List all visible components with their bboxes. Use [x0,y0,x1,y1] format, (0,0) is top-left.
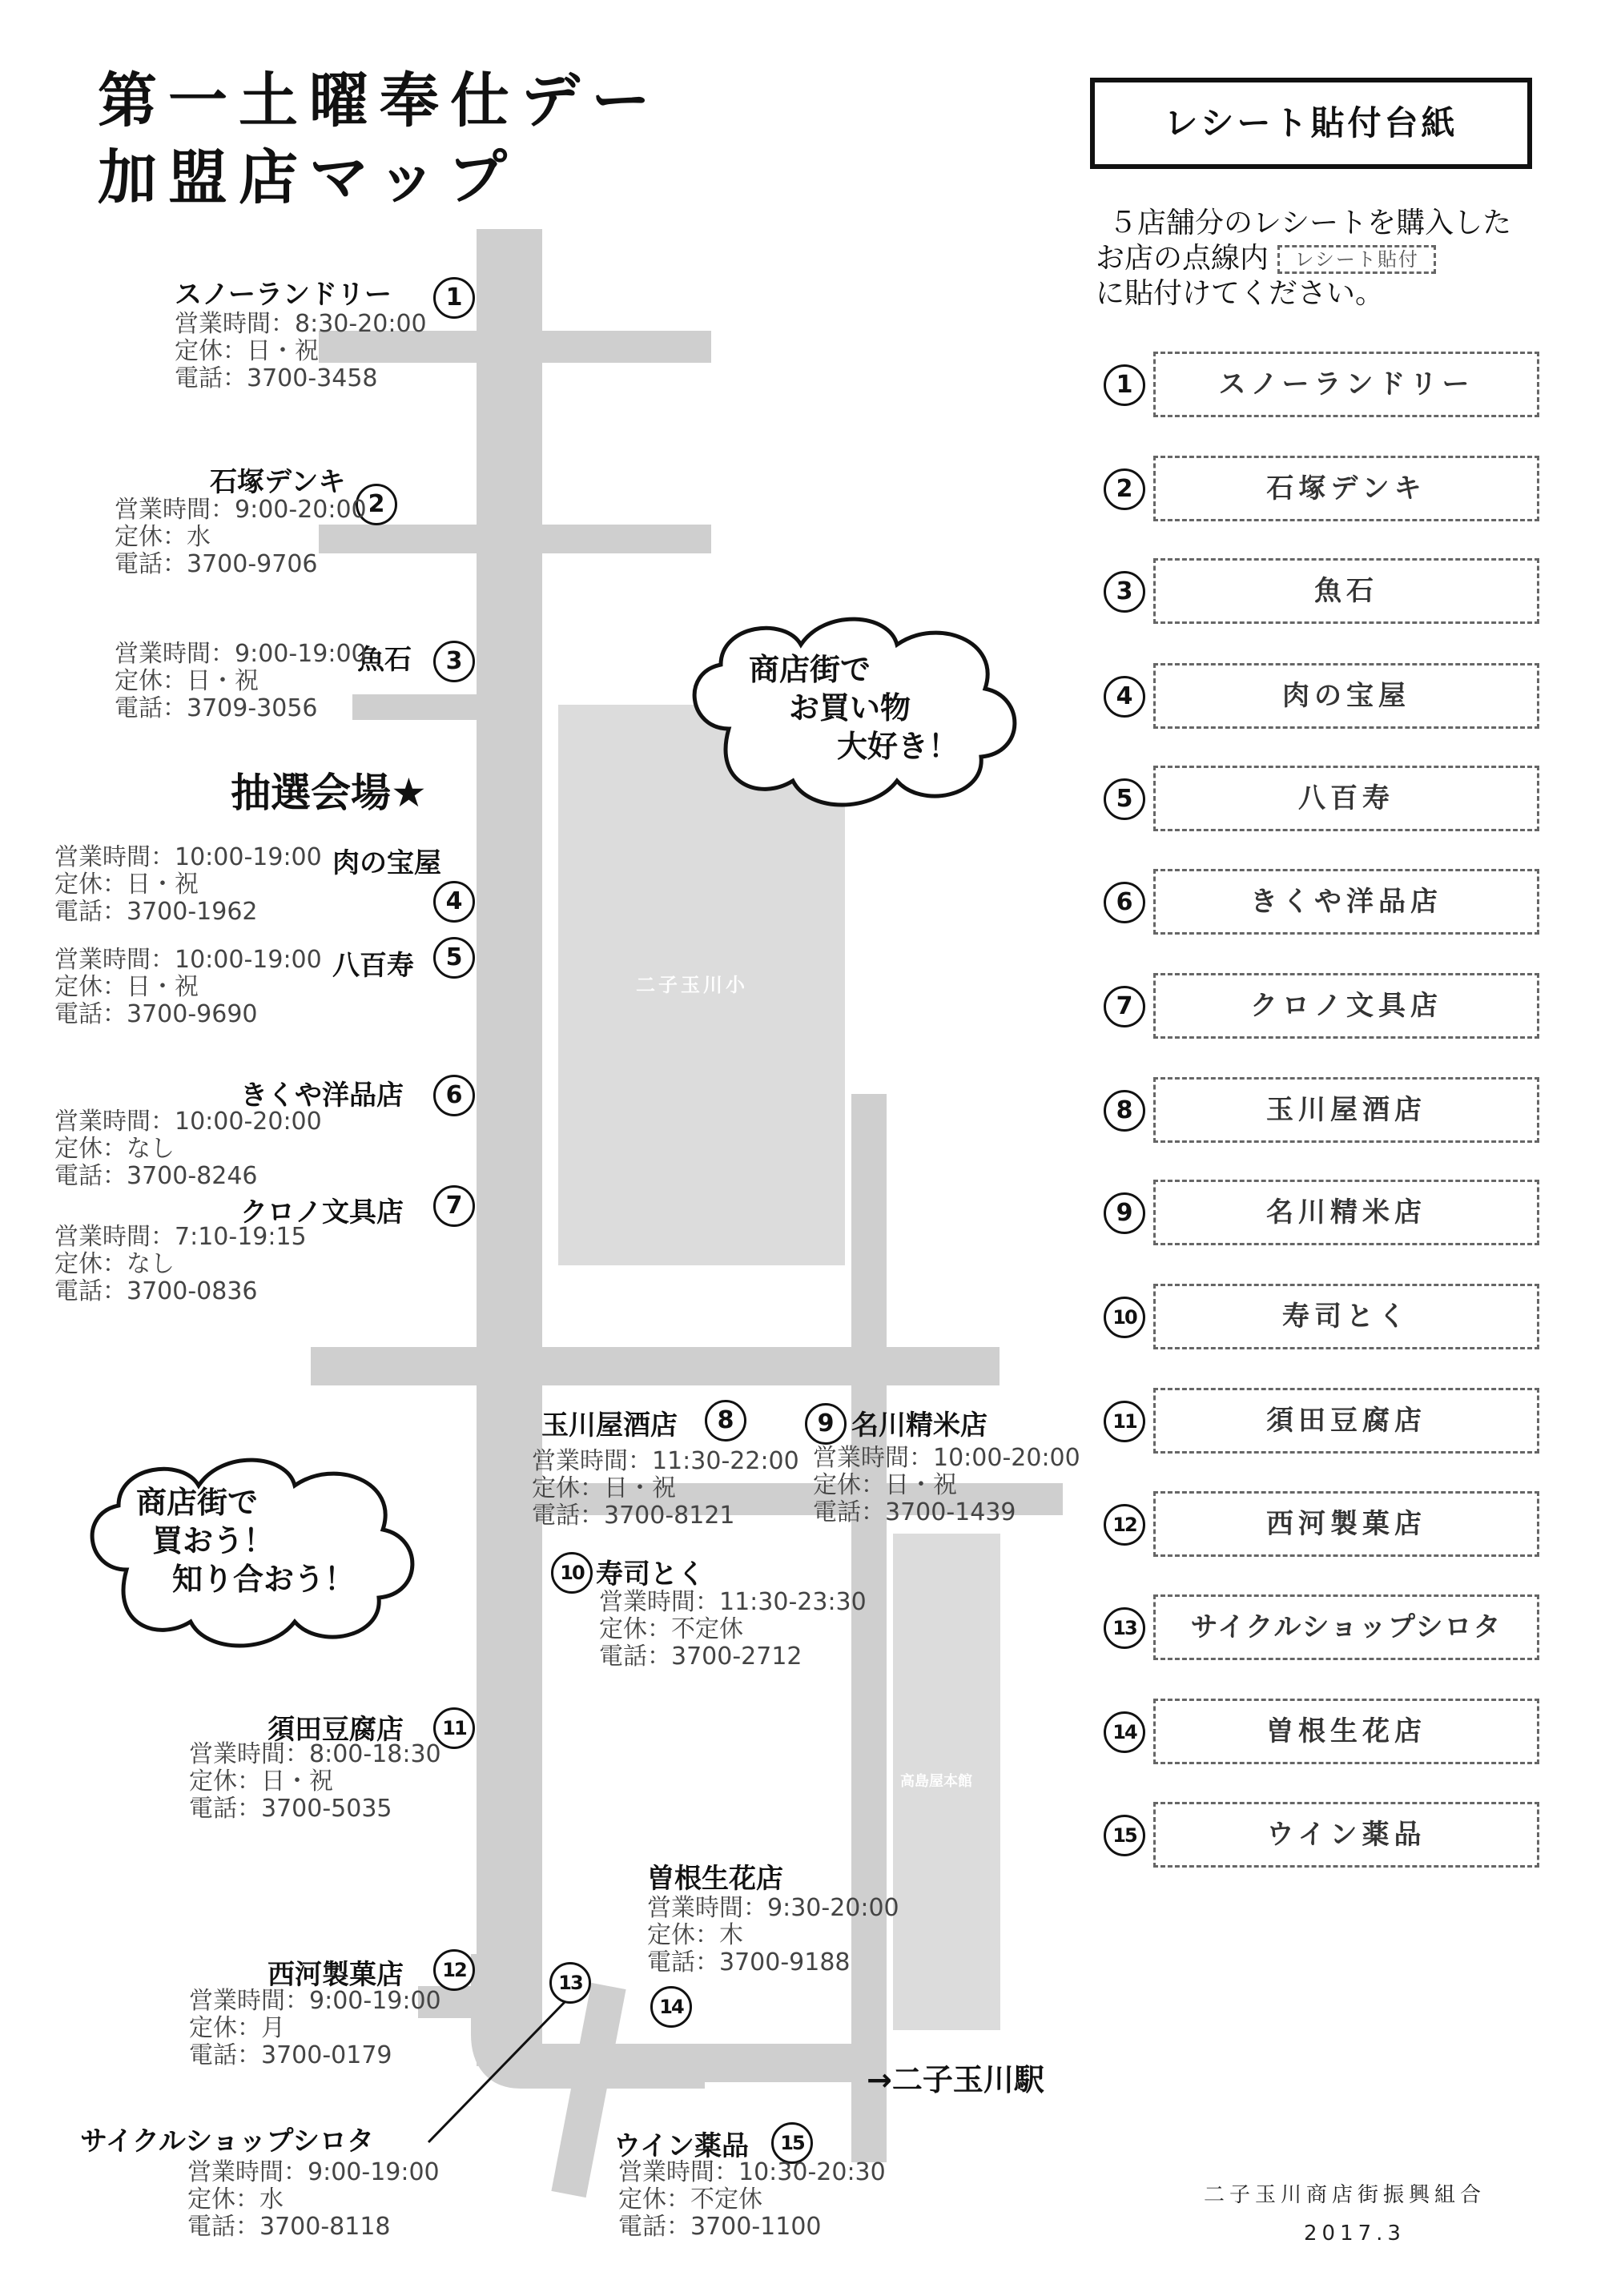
title-line-1: 第一土曜奉仕デー [98,66,662,135]
store-hours: 営業時間：11:30-22:00 [532,1447,799,1475]
store-number-badge: 1 [433,277,475,319]
slot-dashed-box: 曽根生花店 [1153,1699,1539,1764]
store-number-badge: 9 [805,1403,847,1445]
cloud-top-line-3: 大好き！ [837,729,959,764]
store-name: クロノ文具店 [240,1196,404,1228]
slot-dashed-box: きくや洋品店 [1153,869,1539,935]
store-number-badge: 4 [433,881,475,923]
store-hours: 営業時間：9:00-19:00 [115,640,367,668]
store-hours: 営業時間：11:30-23:30 [599,1588,867,1616]
store-info [189,1741,441,1823]
store-number-badge: 11 [433,1707,475,1749]
slot-number-badge: 10 [1104,1297,1145,1338]
slot-dashed-box: サイクルショップシロタ [1153,1594,1539,1660]
receipt-slot [1104,456,1544,520]
slot-number-badge: 13 [1104,1607,1145,1649]
store-hours: 営業時間：7:10-19:15 [54,1223,307,1251]
store-number-badge: 7 [433,1185,475,1227]
store-hours: 営業時間：8:30-20:00 [175,310,427,338]
cross-street-2 [319,525,711,553]
receipt-instruction-2 [1096,242,1544,275]
store-hours: 営業時間：10:00-19:00 [54,946,322,974]
store-number-badge: 5 [433,937,475,979]
store-closed: 定休：水 [187,2185,284,2214]
slot-dashed-box: ウイン薬品 [1153,1802,1539,1868]
receipt-slot [1104,1388,1544,1452]
receipt-slot [1104,352,1544,416]
receipt-slot [1104,1077,1544,1141]
store-name: 魚石 [357,644,412,676]
slot-number-badge: 12 [1104,1504,1145,1546]
cross-street-4 [311,1347,1000,1385]
store-info [189,1988,441,2069]
store-info [618,2159,886,2241]
receipt-title: レシート貼付台紙 [1090,78,1532,169]
receipt-slot [1104,1180,1544,1244]
store-phone: 電話：3700-5035 [189,1795,392,1823]
receipt-slot [1104,1699,1544,1763]
store-phone: 電話：3700-0836 [54,1277,258,1305]
store-hours: 営業時間：9:00-20:00 [115,496,367,524]
receipt-slot [1104,1284,1544,1348]
slot-number-badge: 14 [1104,1711,1145,1753]
receipt-slot [1104,663,1544,727]
store-closed: 定休：日・祝 [813,1471,957,1499]
cloud-bottom-line-2: 買おう！ [152,1523,275,1558]
store-name: きくや洋品店 [240,1080,404,1112]
store-phone: 電話：3700-1100 [618,2213,822,2241]
cloud-bottom-line-3: 知り合おう！ [172,1562,356,1597]
store-closed: 定休：なし [54,1250,175,1278]
store-closed: 定休：水 [115,523,211,551]
store-phone: 電話：3700-8118 [187,2213,391,2241]
store-closed: 定休：日・祝 [189,1767,333,1795]
store-closed: 定休：日・祝 [175,337,319,365]
cloud-bottom-text [136,1483,355,1598]
store-info [115,641,367,722]
cloud-bottom-line-1: 商店街で [136,1485,259,1520]
store-number-badge: 3 [433,641,475,682]
store-closed: 定休：なし [54,1135,175,1163]
slot-number-badge: 11 [1104,1401,1145,1442]
slot-number-badge: 5 [1104,778,1145,820]
store-hours: 営業時間：8:00-18:30 [189,1740,441,1768]
store-closed: 定休：木 [647,1921,743,1949]
store-name: 西河製菓店 [267,1959,404,1991]
store-phone: 電話：3700-0179 [189,2041,392,2069]
store-13-leader-line [416,1986,593,2154]
lottery-venue-label: 抽選会場★ [231,770,427,816]
store-info [599,1589,867,1671]
receipt-dashed-sample: レシート貼付 [1277,245,1435,274]
store-phone: 電話：3709-3056 [115,694,318,722]
store-closed: 定休：不定休 [599,1615,743,1643]
store-phone: 電話：3700-9706 [115,550,318,578]
store-number-badge: 12 [433,1949,475,1991]
store-name: サイクルショップシロタ [80,2125,375,2157]
store-info [647,1895,899,1976]
store-name: 須田豆腐店 [267,1714,404,1746]
store-closed: 定休：日・祝 [54,871,199,899]
school-label: 二子玉川小 [636,974,748,996]
store-hours: 営業時間：10:30-20:30 [618,2158,886,2186]
takashimaya-label: 高島屋本館 [900,1773,972,1790]
store-info [187,2159,440,2241]
store-closed: 定休：不定休 [618,2185,762,2214]
store-number-badge: 15 [771,2122,813,2164]
store-hours: 営業時間：9:00-19:00 [187,2158,440,2186]
receipt-instruction-3: に貼付けてください。 [1096,277,1385,310]
slot-number-badge: 2 [1104,468,1145,510]
store-closed: 定休：日・祝 [532,1474,676,1502]
store-name: 八百寿 [332,950,414,982]
receipt-slot [1104,1491,1544,1555]
footer-date: 2017.3 [1304,2222,1406,2246]
store-phone: 電話：3700-2712 [599,1643,802,1671]
store-name: 玉川屋酒店 [541,1409,678,1442]
store-number-badge: 14 [650,1986,692,2028]
slot-dashed-box: 肉の宝屋 [1153,663,1539,729]
store-phone: 電話：3700-3458 [175,364,378,392]
cloud-top-text [749,650,959,766]
store-phone: 電話：3700-1439 [813,1498,1016,1526]
store-info [54,1108,322,1190]
main-street-north [477,229,542,1347]
store-name: スノーランドリー [175,279,392,311]
slot-number-badge: 9 [1104,1192,1145,1234]
store-hours: 営業時間：9:30-20:00 [647,1894,899,1922]
store-closed: 定休：日・祝 [115,667,259,695]
slot-dashed-box: 西河製菓店 [1153,1491,1539,1557]
store-number-badge: 8 [705,1400,746,1442]
slot-dashed-box: 須田豆腐店 [1153,1388,1539,1454]
receipt-slot [1104,869,1544,933]
receipt-instruction-1: ５店舗分のレシートを購入した [1108,207,1512,239]
store-number-badge: 2 [356,484,397,525]
store-hours: 営業時間：10:00-20:00 [54,1108,322,1136]
receipt-slot [1104,1802,1544,1866]
store-info [175,311,427,392]
slot-dashed-box: 魚石 [1153,558,1539,624]
store-name: 曽根生花店 [647,1863,783,1895]
store-phone: 電話：3700-9188 [647,1948,851,1976]
store-hours: 営業時間：10:00-19:00 [54,843,322,871]
map-title [98,62,662,216]
slot-dashed-box: 寿司とく [1153,1284,1539,1349]
cross-street-3 [352,694,481,720]
slot-dashed-box: 八百寿 [1153,766,1539,831]
slot-number-badge: 15 [1104,1815,1145,1856]
slot-number-badge: 1 [1104,364,1145,406]
receipt-instruction-2a: お店の点線内 [1096,242,1269,275]
store-info [115,497,367,578]
footer-organization: 二子玉川商店街振興組合 [1204,2183,1486,2207]
store-info [54,844,322,926]
cloud-top-line-1: 商店街で [749,652,871,687]
slot-dashed-box: 石塚デンキ [1153,456,1539,521]
receipt-slot [1104,973,1544,1037]
title-line-2: 加盟店マップ [98,143,519,212]
slot-dashed-box: スノーランドリー [1153,352,1539,417]
store-phone: 電話：3700-8121 [532,1502,735,1530]
slot-number-badge: 3 [1104,571,1145,613]
receipt-slot [1104,1594,1544,1659]
cloud-top-line-2: お買い物 [789,690,911,726]
store-name: 寿司とく [596,1558,705,1590]
slot-number-badge: 4 [1104,676,1145,718]
store-phone: 電話：3700-8246 [54,1162,258,1190]
store-name: 名川精米店 [851,1409,987,1442]
slot-number-badge: 8 [1104,1090,1145,1132]
receipt-slot [1104,558,1544,622]
store-name: 肉の宝屋 [332,847,441,879]
store-info [54,1224,307,1305]
slot-dashed-box: クロノ文具店 [1153,973,1539,1039]
store-info [813,1445,1080,1526]
store-info [532,1448,799,1530]
store-number-badge: 6 [433,1075,475,1116]
store-number-badge: 13 [549,1962,591,2004]
store-phone: 電話：3700-9690 [54,1000,258,1028]
slot-dashed-box: 玉川屋酒店 [1153,1077,1539,1143]
station-label: →二子玉川駅 [867,2062,1044,2097]
store-hours: 営業時間：10:00-20:00 [813,1444,1080,1472]
store-closed: 定休：月 [189,2014,285,2042]
slot-number-badge: 7 [1104,986,1145,1027]
store-name: ウイン薬品 [613,2130,749,2162]
slot-number-badge: 6 [1104,882,1145,923]
store-closed: 定休：日・祝 [54,973,199,1001]
store-phone: 電話：3700-1962 [54,898,258,926]
store-hours: 営業時間：9:00-19:00 [189,1987,441,2015]
store-info [54,947,322,1028]
slot-dashed-box: 名川精米店 [1153,1180,1539,1245]
store-name: 石塚デンキ [210,466,346,498]
store-number-badge: 10 [551,1552,593,1594]
receipt-slot [1104,766,1544,830]
